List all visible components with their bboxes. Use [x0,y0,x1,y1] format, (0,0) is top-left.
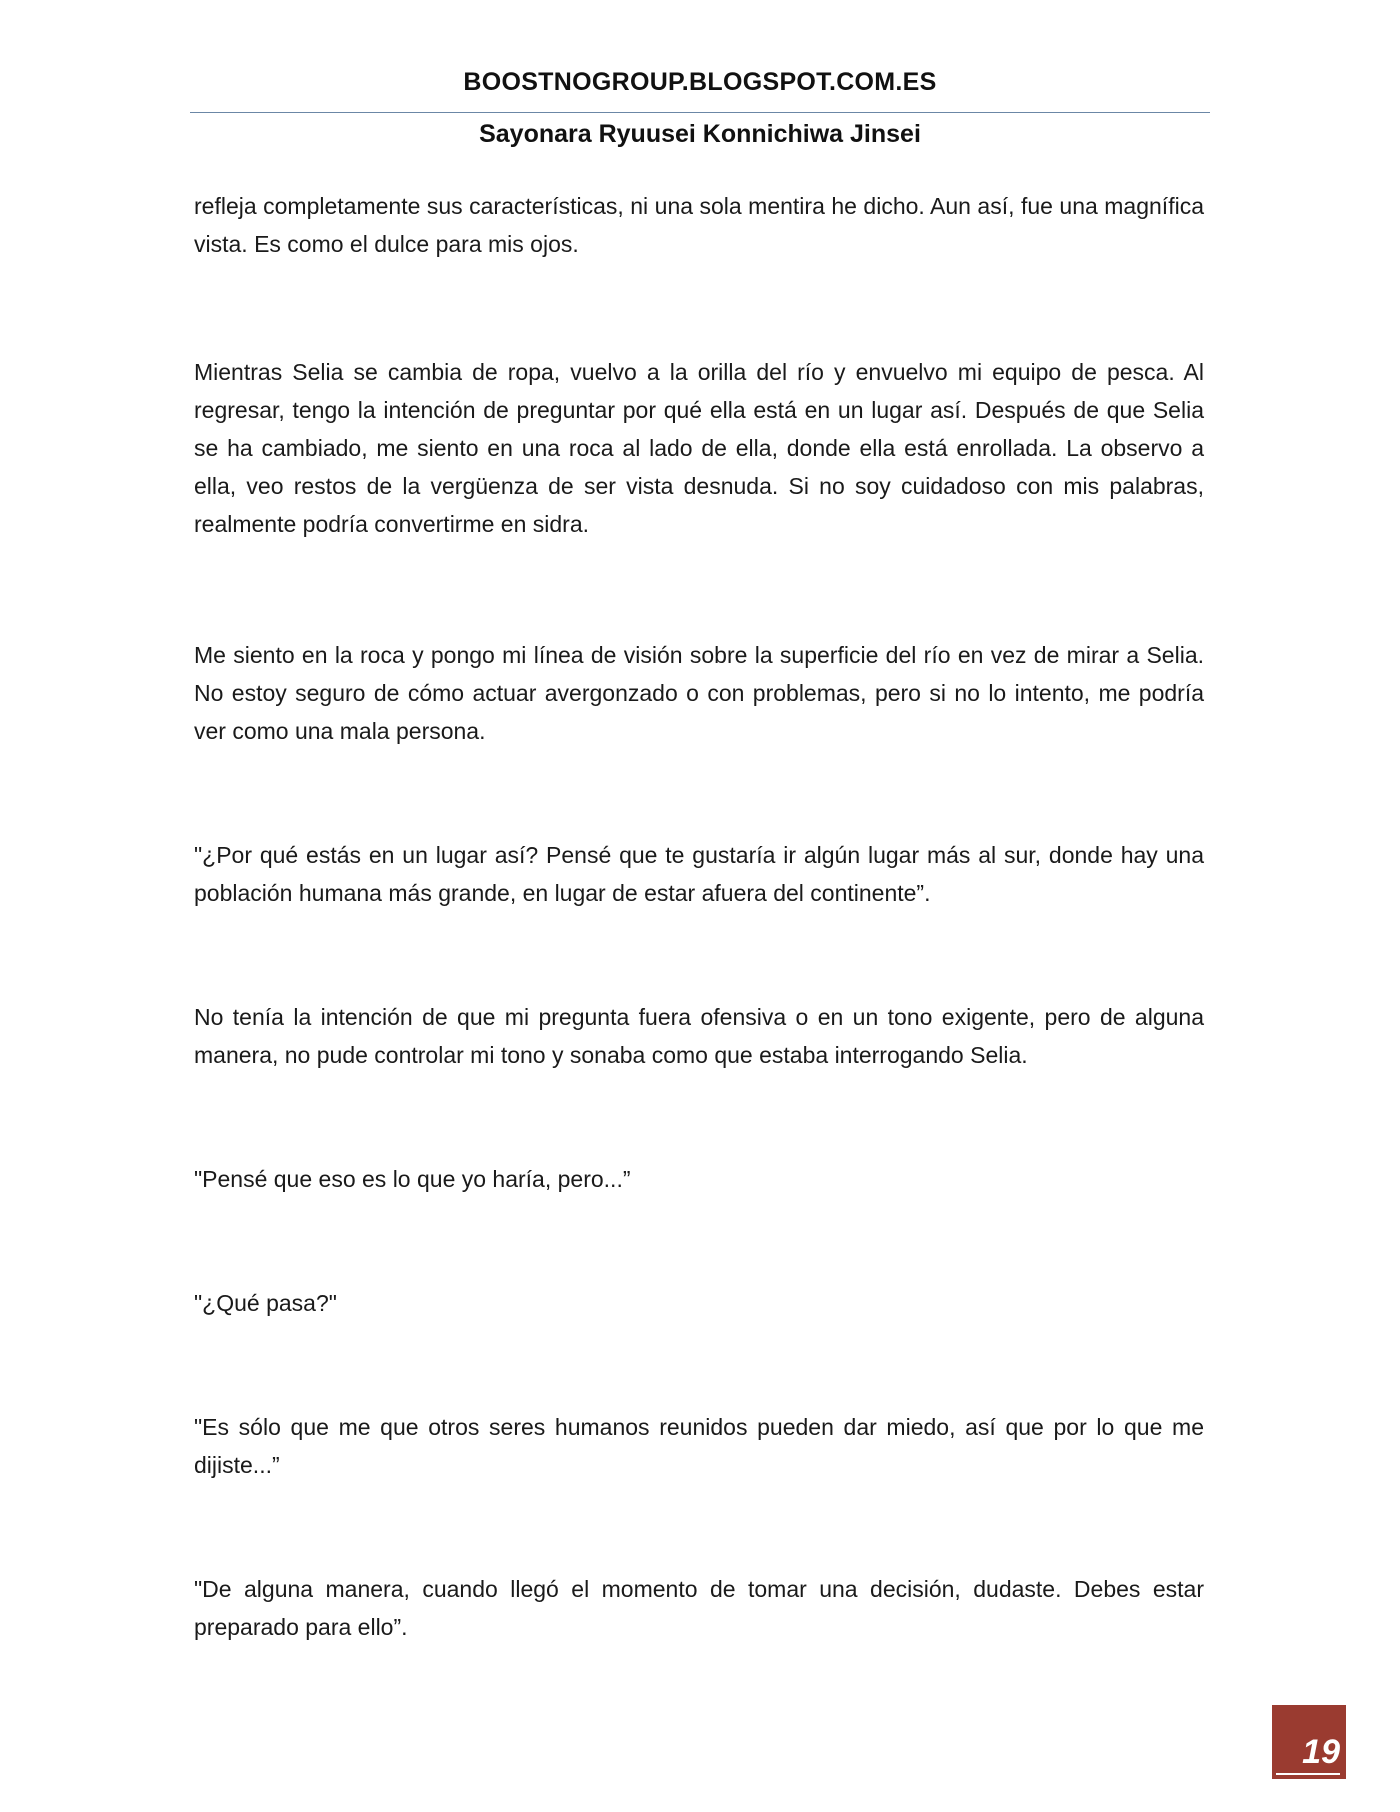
page-number-badge: 19 [1272,1705,1346,1779]
site-title: BOOSTNOGROUP.BLOGSPOT.COM.ES [463,68,937,96]
paragraph: "De alguna manera, cuando llegó el momento de tomar una decisión, dudaste. Debes estar preparado para ello”. [194,1576,1204,1640]
page-body [194,187,1204,1646]
paragraph: No tenía la intención de que mi pregunta fuera ofensiva o en un tono exigente, pero de alguna manera, no pude controlar mi tono y sonaba como que estaba interrogando Selia. [194,1004,1204,1068]
header-divider [190,112,1210,113]
paragraph: refleja completamente sus características, ni una sola mentira he dicho. Aun así, fue una magnífica vista. Es como el dulce para mis ojos. [194,193,1204,257]
paragraph: "¿Qué pasa?" [194,1290,337,1316]
paragraph: "Pensé que eso es lo que yo haría, pero...” [194,1166,631,1192]
paragraph: Me siento en la roca y pongo mi línea de visión sobre la superficie del río en vez de mirar a Selia. No estoy seguro de cómo actuar avergonzado o con problemas, pero si no lo intento, me podría ver como una mala persona. [194,642,1204,744]
paragraph: Mientras Selia se cambia de ropa, vuelvo a la orilla del río y envuelvo mi equipo de pesca. Al regresar, tengo la intención de preguntar por qué ella está en un lugar así. Después de que Selia se ha cambiado, me siento en una roca al lado de ella, donde ella está enrollada. La observo a ella, veo restos de la vergüenza de ser vista desnuda. Si no soy cuidadoso con mis palabras, realmente podría convertirme en sidra. [194,359,1204,537]
page-number-underline [1276,1773,1340,1775]
book-title: Sayonara Ryuusei Konnichiwa Jinsei [479,120,921,148]
paragraph: "¿Por qué estás en un lugar así? Pensé que te gustaría ir algún lugar más al sur, donde hay una población humana más grande, en lugar de estar afuera del continente”. [194,842,1204,906]
paragraph: "Es sólo que me que otros seres humanos reunidos pueden dar miedo, así que por lo que me dijiste...” [194,1414,1204,1478]
